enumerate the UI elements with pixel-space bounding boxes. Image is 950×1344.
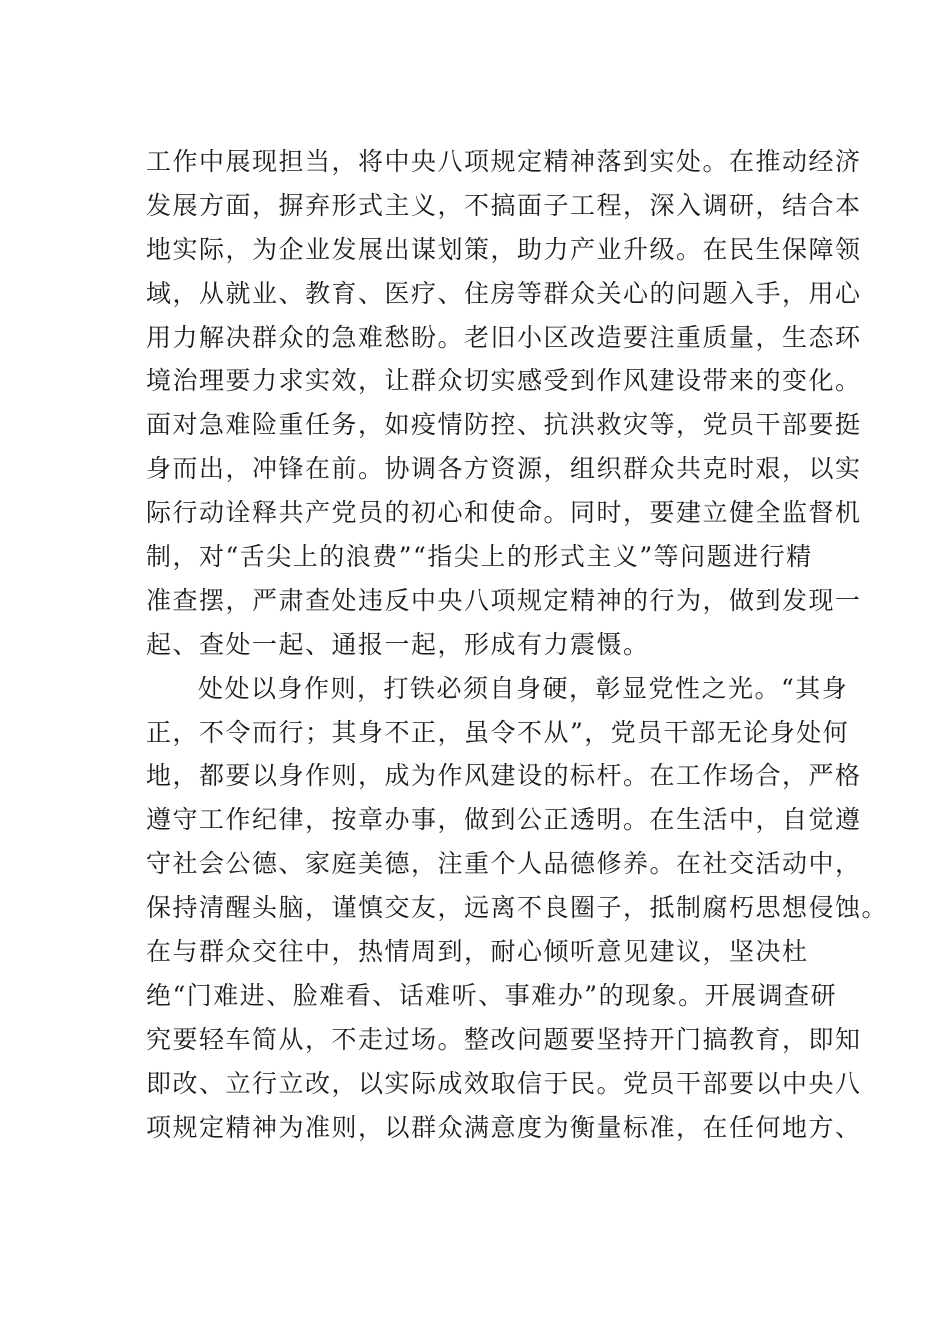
text-line: 保持清醒头脑，谨慎交友，远离不良圈子，抵制腐朽思想侵蚀。 — [146, 893, 889, 923]
text-line: 即改、立行立改，以实际成效取信于民。党员干部要以中央八 — [146, 1068, 862, 1098]
text-line: 际行动诠释共产党员的初心和使命。同时，要建立健全监督机 — [146, 498, 862, 528]
text-line: 究要轻车简从，不走过场。整改问题要坚持开门搞教育，即知 — [146, 1024, 862, 1054]
text-line: 用力解决群众的急难愁盼。老旧小区改造要注重质量，生态环 — [146, 322, 862, 352]
text-line: 发展方面，摒弃形式主义，不搞面子工程，深入调研，结合本 — [146, 190, 862, 220]
text-line: 身而出，冲锋在前。协调各方资源，组织群众共克时艰，以实 — [146, 454, 862, 484]
paragraph-1 — [146, 140, 866, 667]
text-line: 正，不令而行；其身不正，虽令不从”，党员干部无论身处何 — [146, 717, 850, 747]
text-line: 制，对“舌尖上的浪费”“指尖上的形式主义”等问题进行精 — [146, 542, 813, 572]
text-line: 项规定精神为准则，以群众满意度为衡量标准，在任何地方、 — [146, 1112, 862, 1142]
text-line: 面对急难险重任务，如疫情防控、抗洪救灾等，党员干部要挺 — [146, 410, 862, 440]
text-line: 起、查处一起、通报一起，形成有力震慑。 — [146, 629, 650, 659]
text-line: 准查摆，严肃查处违反中央八项规定精神的行为，做到发现一 — [146, 585, 862, 615]
text-line: 地实际，为企业发展出谋划策，助力产业升级。在民生保障领 — [146, 234, 862, 264]
text-line: 处处以身作则，打铁必须自身硬，彰显党性之光。“其身 — [198, 673, 849, 703]
text-line: 遵守工作纪律，按章办事，做到公正透明。在生活中，自觉遵 — [146, 805, 862, 835]
paragraph-2 — [146, 667, 889, 1150]
text-line: 守社会公德、家庭美德，注重个人品德修养。在社交活动中， — [146, 849, 862, 879]
text-line: 域，从就业、教育、医疗、住房等群众关心的问题入手，用心 — [146, 278, 862, 308]
text-line: 地，都要以身作则，成为作风建设的标杆。在工作场合，严格 — [146, 761, 862, 791]
document-body — [146, 140, 889, 1149]
text-line: 绝“门难进、脸难看、话难听、事难办”的现象。开展调查研 — [146, 980, 838, 1010]
text-line: 在与群众交往中，热情周到，耐心倾听意见建议，坚决杜 — [146, 937, 809, 967]
text-line: 境治理要力求实效，让群众切实感受到作风建设带来的变化。 — [146, 366, 862, 396]
text-line: 工作中展现担当，将中央八项规定精神落到实处。在推动经济 — [146, 147, 862, 176]
